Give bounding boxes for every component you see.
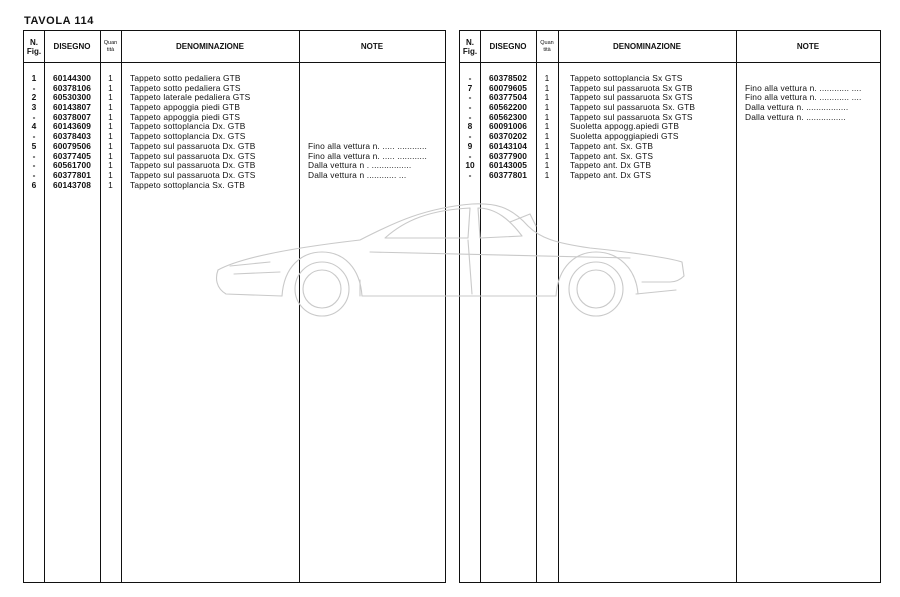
header-note: NOTE — [360, 42, 384, 51]
fig-number: - — [468, 73, 472, 83]
fig-number: 8 — [467, 121, 473, 132]
part-description: Suoletta appoggiapiedi GTS — [570, 131, 679, 142]
part-description: Tappeto sul passaruota Dx. GTS — [130, 169, 256, 180]
part-description: Tappeto laterale pedaliera GTS — [130, 92, 251, 103]
part-note: Dalla vettura n. ................ — [745, 111, 846, 122]
fig-number: - — [32, 160, 36, 171]
header-fig: N. Fig. — [26, 37, 42, 56]
fig-number: 6 — [31, 179, 37, 190]
header-divider — [24, 62, 445, 63]
part-number: 60091006 — [488, 121, 528, 132]
fig-number: - — [468, 111, 472, 122]
part-description: Tappeto sottoplancia Sx GTS — [570, 73, 683, 83]
fig-number: - — [32, 82, 36, 93]
quantity: 1 — [108, 140, 113, 151]
header-denominazione: DENOMINAZIONE — [176, 42, 244, 51]
quantity: 1 — [544, 140, 550, 151]
quantity: 1 — [544, 82, 550, 93]
part-note: Fino alla vettura n. ............ .... — [745, 92, 862, 103]
quantity: 1 — [108, 121, 113, 132]
header-qty: Quan tità — [540, 40, 554, 53]
part-description: Tappeto appoggia piedi GTB — [130, 102, 241, 113]
part-description: Tappeto appoggia piedi GTS — [130, 111, 241, 122]
part-description: Tappeto sotto pedaliera GTB — [130, 73, 241, 83]
header-disegno: DISEGNO — [489, 42, 527, 51]
part-number: 60079506 — [52, 140, 92, 151]
header-qty: Quan tità — [103, 40, 118, 53]
quantity: 1 — [544, 169, 550, 180]
part-note: Fino alla vettura n. ..... ............ — [308, 140, 427, 151]
fig-number: 3 — [31, 102, 37, 113]
quantity: 1 — [108, 111, 113, 122]
header-denominazione: DENOMINAZIONE — [613, 42, 681, 51]
part-description: Tappeto sottoplancia Dx. GTB — [130, 121, 246, 132]
part-number: 60143104 — [488, 140, 528, 151]
fig-number: 2 — [31, 92, 37, 103]
fig-number: 1 — [31, 73, 37, 83]
part-number: 60562200 — [488, 102, 528, 113]
quantity: 1 — [544, 111, 550, 122]
page-title: TAVOLA 114 — [24, 15, 94, 27]
quantity: 1 — [544, 73, 550, 83]
part-description: Tappeto sottoplancia Dx. GTS — [130, 131, 246, 142]
fig-number: - — [468, 150, 472, 161]
fig-number: 7 — [467, 82, 473, 93]
table-row — [460, 171, 880, 181]
part-number: 60079605 — [488, 82, 528, 93]
part-number: 60144300 — [52, 73, 92, 83]
part-number: 60562300 — [488, 111, 528, 122]
quantity: 1 — [108, 179, 113, 190]
fig-number: - — [32, 131, 36, 142]
fig-number: - — [32, 150, 36, 161]
part-number: 60377801 — [488, 169, 528, 180]
part-note: Dalla vettura n. ................. — [745, 102, 849, 113]
quantity: 1 — [108, 150, 113, 161]
part-number: 60530300 — [52, 92, 92, 103]
part-number: 60143005 — [488, 160, 528, 171]
part-note: Dalla vettura n ............ ... — [308, 169, 407, 180]
part-note: Fino alla vettura n. ............ .... — [745, 82, 862, 93]
part-description: Tappeto ant. Dx GTB — [570, 160, 652, 171]
part-number: 60143609 — [52, 121, 92, 132]
part-description: Tappeto ant. Dx GTS — [570, 169, 652, 180]
part-description: Tappeto sul passaruota Sx GTB — [570, 82, 693, 93]
quantity: 1 — [108, 82, 113, 93]
fig-number: - — [32, 169, 36, 180]
part-number: 60377504 — [488, 92, 528, 103]
part-description: Tappeto sul passaruota Dx. GTS — [130, 150, 256, 161]
part-description: Tappeto ant. Sx. GTB — [570, 140, 654, 151]
part-number: 60377801 — [52, 169, 92, 180]
fig-number: - — [468, 92, 472, 103]
fig-number: - — [468, 131, 472, 142]
quantity: 1 — [544, 121, 550, 132]
header-fig: N. Fig. — [462, 37, 478, 56]
fig-number: - — [468, 169, 472, 180]
header-note: NOTE — [796, 42, 820, 51]
fig-number: 4 — [31, 121, 37, 132]
table-row — [24, 181, 445, 191]
part-number: 60143807 — [52, 102, 92, 113]
part-number: 60377405 — [52, 150, 92, 161]
header-divider — [460, 62, 880, 63]
quantity: 1 — [108, 160, 113, 171]
part-number: 60377900 — [488, 150, 528, 161]
fig-number: 10 — [465, 160, 475, 171]
part-description: Tappeto sul passaruota Dx. GTB — [130, 140, 256, 151]
part-description: Tappeto sottoplancia Sx. GTB — [130, 179, 245, 190]
part-description: Suoletta appogg.apiedi GTB — [570, 121, 680, 132]
fig-number: - — [468, 102, 472, 113]
part-number: 60378502 — [488, 73, 528, 83]
quantity: 1 — [108, 169, 113, 180]
part-description: Tappeto sul passaruota Sx. GTB — [570, 102, 696, 113]
quantity: 1 — [544, 92, 550, 103]
right-rows — [460, 74, 880, 181]
fig-number: 9 — [467, 140, 473, 151]
quantity: 1 — [544, 160, 550, 171]
part-number: 60561700 — [52, 160, 92, 171]
part-description: Tappeto sotto pedaliera GTS — [130, 82, 241, 93]
quantity: 1 — [544, 150, 550, 161]
fig-number: - — [32, 111, 36, 122]
quantity: 1 — [108, 92, 113, 103]
header-disegno: DISEGNO — [53, 42, 91, 51]
part-description: Tappeto ant. Sx. GTS — [570, 150, 654, 161]
quantity: 1 — [108, 131, 113, 142]
quantity: 1 — [108, 102, 113, 113]
part-description: Tappeto sul passaruota Sx GTS — [570, 92, 693, 103]
part-number: 60143708 — [52, 179, 92, 190]
part-description: Tappeto sul passaruota Dx. GTB — [130, 160, 256, 171]
part-note: Dalla vettura n . ................ — [308, 160, 412, 171]
part-number: 60370202 — [488, 131, 528, 142]
car-silhouette-watermark — [210, 196, 690, 336]
left-rows — [24, 74, 445, 190]
quantity: 1 — [108, 73, 113, 83]
part-description: Tappeto sul passaruota Sx GTS — [570, 111, 693, 122]
quantity: 1 — [544, 131, 550, 142]
part-note: Fino alla vettura n. ..... ............ — [308, 150, 427, 161]
part-number: 60378007 — [52, 111, 92, 122]
part-number: 60378106 — [52, 82, 92, 93]
quantity: 1 — [544, 102, 550, 113]
fig-number: 5 — [31, 140, 37, 151]
part-number: 60378403 — [52, 131, 92, 142]
